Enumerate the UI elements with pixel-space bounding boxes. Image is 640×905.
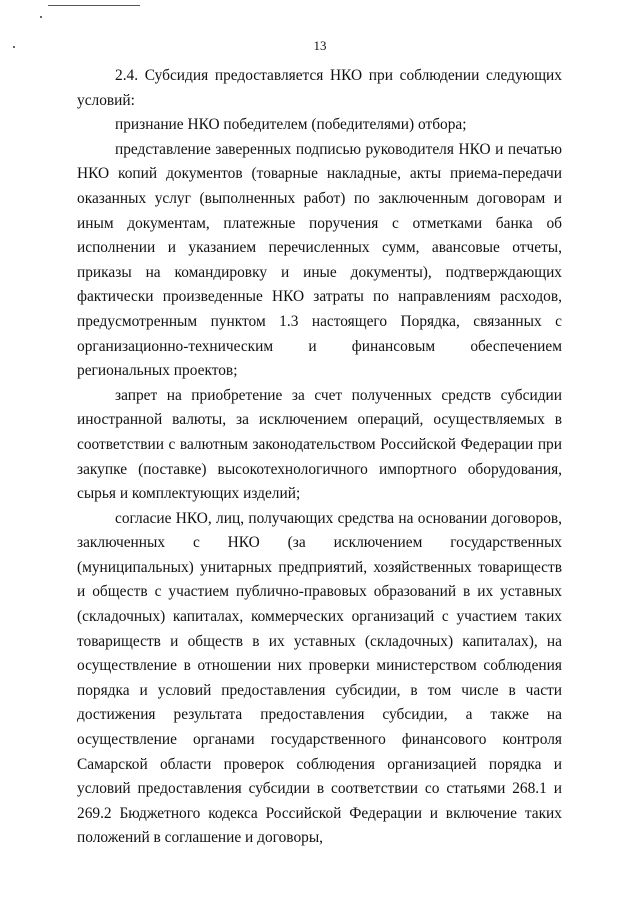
scan-artifact-line [48,5,140,6]
paragraph-inspection-consent: согласие НКО, лиц, получающих средства на основании договоров, заключенных с НКО (за исключением государственных (муниципальных) унитарных предприятий, хозяйственных товариществ и обществ с участием публично-правовых образований в их уставных (складочных) капиталах, коммерческих организаций с участием таких товариществ и обществ в их уставных (складочных) капиталах), на осуществление в отношении них проверки министерством соблюдения порядка и условий предоставления субсидии, в том числе в части достижения результата предоставления субсидии, а также на осуществление органами государственного финансового контроля Самарской области проверок соблюдения организацией порядка и условий предоставления субсидии в соответствии со статьями 268.1 и 269.2 Бюджетного кодекса Российской Федерации и включение таких положений в соглашение и договоры, [77,509,562,847]
scan-speck [40,16,42,18]
paragraph-currency-ban: запрет на приобретение за счет полученных средств субсидии иностранной валюты, за исключением операций, осуществляемых в соответствии с валютным законодательством Российской Федерации при закупке (поставке) высокотехнологичного импортного оборудования, сырья и комплектующих изделий; [77,386,562,503]
page-number: 13 [313,38,327,53]
paragraph-winner-recognition: признание НКО победителем (победителями) отбора; [115,116,467,134]
document-body [77,64,562,851]
paragraph-conditions-intro: 2.4. Субсидия предоставляется НКО при соблюдении следующих условий: [77,67,562,109]
paragraph-documents-submission: представление заверенных подписью руководителя НКО и печатью НКО копий документов (товарные накладные, акты приема-передачи оказанных услуг (выполненных работ) по заключенным договорам и иным документам, платежные поручения с отметками банка об исполнении и указанием перечисленных сумм, авансовые отчеты, приказы на командировку и иные документы), подтверждающих фактически произведенные НКО затраты по направлениям расходов, предусмотренным пунктом 1.3 настоящего Порядка, связанных с организационно-техническим и финансовым обеспечением региональных проектов; [77,140,562,380]
